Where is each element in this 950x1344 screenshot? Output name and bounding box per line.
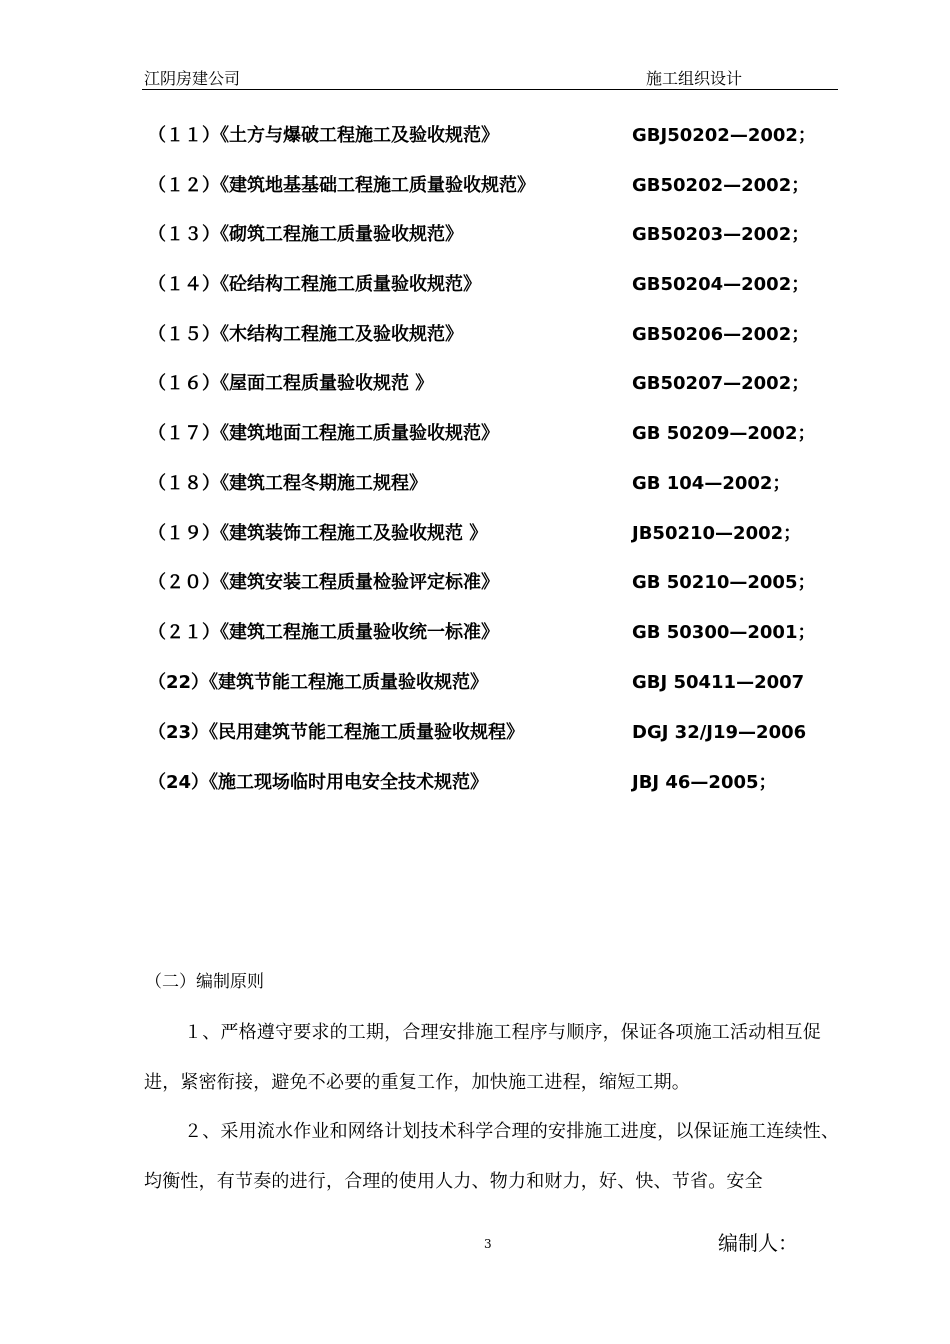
header-divider [142, 89, 838, 90]
standard-row [0, 322, 950, 348]
standard-title: （１９）《建筑装饰工程施工及验收规范 》 [148, 523, 488, 544]
standard-row [0, 521, 950, 547]
standard-row [0, 272, 950, 298]
header-company: 江阴房建公司 [144, 69, 241, 88]
standard-row [0, 471, 950, 497]
page-number: 3 [484, 1237, 492, 1251]
standard-code: GB50204—2002； [632, 274, 810, 295]
standard-row [0, 620, 950, 646]
standard-title: （２０）《建筑安装工程质量检验评定标准》 [148, 572, 499, 593]
standard-code: GB50203—2002； [632, 224, 810, 245]
standard-title: （１８）《建筑工程冬期施工规程》 [148, 473, 427, 494]
standard-title: （１７）《建筑地面工程施工质量验收规范》 [148, 423, 499, 444]
standard-title: （24）《施工现场临时用电安全技术规范》 [148, 772, 489, 793]
standard-code: GBJ50202—2002； [632, 125, 816, 146]
standard-row [0, 222, 950, 248]
standard-row [0, 670, 950, 696]
standard-title: （１１）《土方与爆破工程施工及验收规范》 [148, 125, 499, 146]
standard-code: GBJ 50411—2007 [632, 672, 805, 693]
standard-code: JB50210—2002； [632, 523, 802, 544]
header-doc-title: 施工组织设计 [646, 69, 743, 88]
standard-row [0, 173, 950, 199]
standard-title: （23）《民用建筑节能工程施工质量验收规程》 [148, 722, 525, 743]
standard-title: （１３）《砌筑工程施工质量验收规范》 [148, 224, 463, 245]
standard-title: （１２）《建筑地基基础工程施工质量验收规范》 [148, 175, 535, 196]
standard-code: DGJ 32/J19—2006 [632, 722, 807, 743]
section-heading: （二）编制原则 [145, 972, 264, 992]
standard-code: GB 50300—2001； [632, 622, 816, 643]
standard-code: JBJ 46—2005； [632, 772, 777, 793]
standard-code: GB 50209—2002； [632, 423, 816, 444]
standard-code: GB50206—2002； [632, 324, 810, 345]
standard-title: （２１）《建筑工程施工质量验收统一标准》 [148, 622, 499, 643]
author-label: 编制人： [718, 1231, 798, 1255]
standard-row [0, 570, 950, 596]
standard-row [0, 770, 950, 796]
standard-code: GB50207—2002； [632, 373, 810, 394]
standard-row [0, 421, 950, 447]
standard-title: （１５）《木结构工程施工及验收规范》 [148, 324, 463, 345]
standard-code: GB 104—2002； [632, 473, 791, 494]
standard-code: GB 50210—2005； [632, 572, 816, 593]
standard-title: （22）《建筑节能工程施工质量验收规范》 [148, 672, 489, 693]
standard-row [0, 123, 950, 149]
principle-paragraph: １、严格遵守要求的工期，合理安排施工程序与顺序，保证各项施工活动相互促进，紧密衔接，避免不必要的重复工作，加快施工进程，缩短工期。 [144, 1022, 821, 1093]
standard-row [0, 371, 950, 397]
standard-title: （１４）《砼结构工程施工质量验收规范》 [148, 274, 481, 295]
principle-paragraph: ２、采用流水作业和网络计划技术科学合理的安排施工进度，以保证施工连续性、均衡性，有节奏的进行，合理的使用人力、物力和财力，好、快、节省。安全 [144, 1121, 840, 1192]
standard-code: GB50202—2002； [632, 175, 810, 196]
standard-title: （１６）《屋面工程质量验收规范 》 [148, 373, 434, 394]
standard-row [0, 720, 950, 746]
